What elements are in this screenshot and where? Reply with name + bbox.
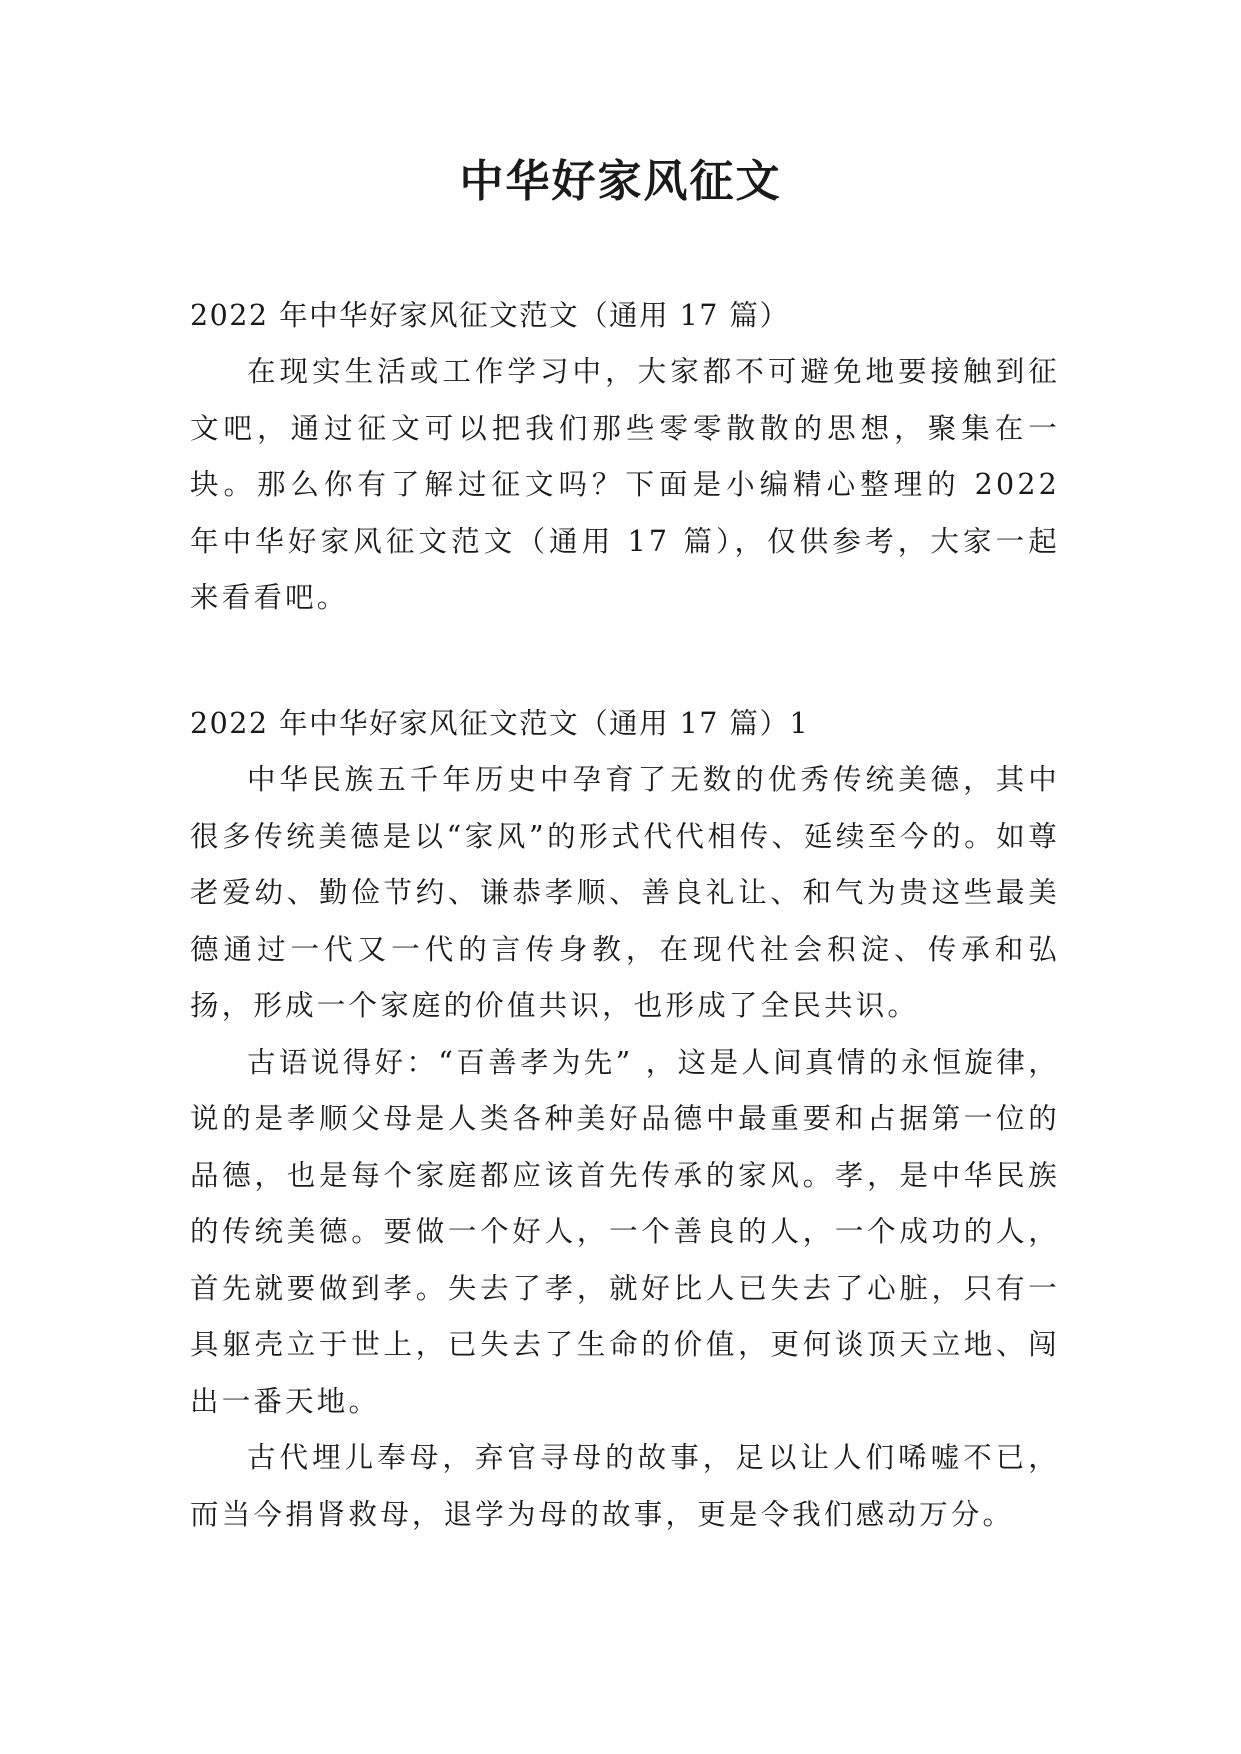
- intro-paragraph: 在现实生活或工作学习中，大家都不可避免地要接触到征文吧，通过征文可以把我们那些零零散散的思想，聚集在一块。那么你有了解过征文吗？下面是小编精心整理的 2022 年中华好家风征文范文（通用 17 篇），仅供参考，大家一起来看看吧。: [190, 355, 1060, 614]
- essay-paragraph: 古语说得好：“百善孝为先” ，这是人间真情的永恒旋律，说的是孝顺父母是人类各种美好品德中最重要和占据第一位的品德，也是每个家庭都应该首先传承的家风。孝，是中华民族的传统美德。要做一个好人，一个善良的人，一个成功的人，首先就要做到孝。失去了孝，就好比人已失去了心脏，只有一具躯壳立于世上，已失去了生命的价值，更何谈顶天立地、闯出一番天地。: [190, 1045, 1060, 1418]
- essay-body: [190, 752, 1060, 1543]
- intro-section: [190, 344, 1060, 627]
- essay-paragraph: 中华民族五千年历史中孕育了无数的优秀传统美德，其中很多传统美德是以“家风”的形式代代相传、延续至今的。如尊老爱幼、勤俭节约、谦恭孝顺、善良礼让、和气为贵这些最美德通过一代又一代的言传身教，在现代社会积淀、传承和弘扬，形成一个家庭的价值共识，也形成了全民共识。: [190, 763, 1060, 1022]
- essay-heading: 2022 年中华好家风征文范文（通用 17 篇）1: [190, 707, 810, 740]
- document-title: 中华好家风征文: [459, 156, 782, 207]
- essay-paragraph: 古代埋儿奉母，弃官寻母的故事，足以让人们唏嘘不已，而当今捐肾救母，退学为母的故事，更是令我们感动万分。: [190, 1441, 1060, 1531]
- intro-heading: 2022 年中华好家风征文范文（通用 17 篇）: [190, 299, 790, 332]
